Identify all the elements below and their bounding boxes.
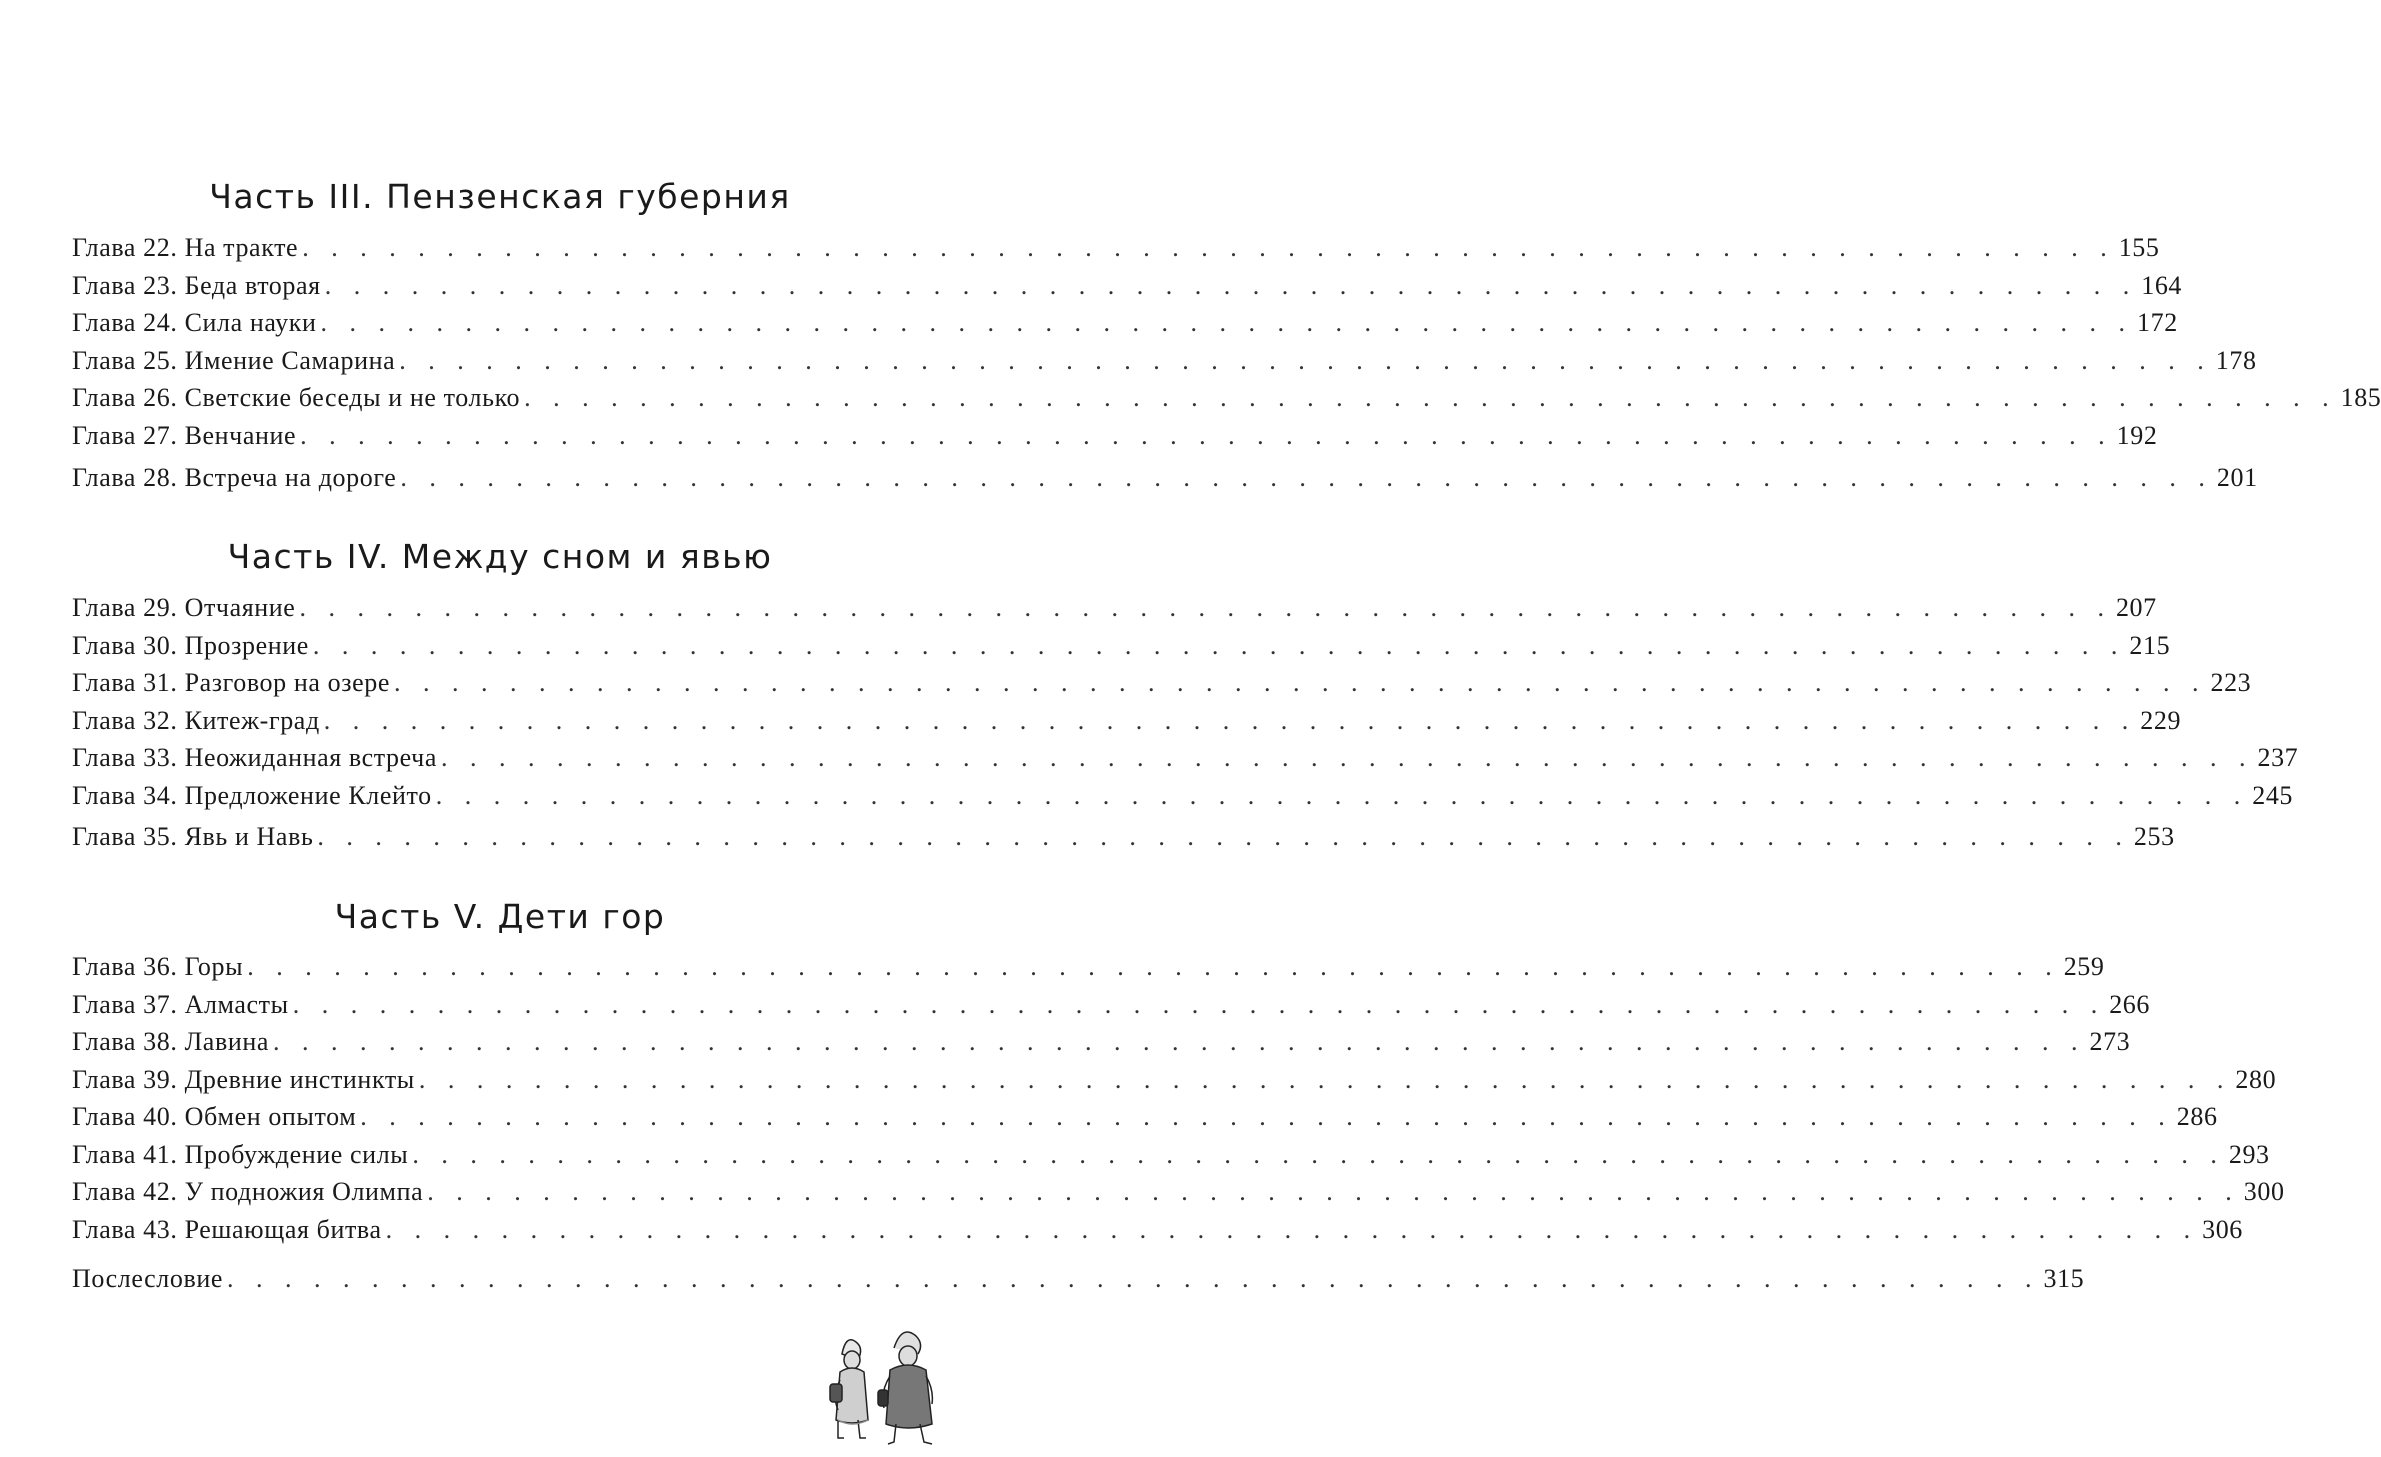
page-number: 201 [2216, 463, 2258, 492]
toc-row[interactable] [72, 986, 2151, 1024]
page-number: 293 [2228, 1140, 2270, 1169]
part-title-3: Часть III. Пензенская губерния [209, 177, 791, 216]
dot-leader: . . . . . . . . . . . . . . . . . . . . . . . . . . . . . . . . . . . . . . . . . . . . . . . . . . . . . . . . . . . . . . . [400, 463, 2213, 492]
chapter-title: Глава 31. Разговор на озере [72, 668, 390, 697]
page-number: 215 [2129, 631, 2171, 660]
dot-leader: . . . . . . . . . . . . . . . . . . . . . . . . . . . . . . . . . . . . . . . . . . . . . . . . . . . . . . . . . . . . . . . [320, 308, 2134, 337]
dot-leader: . . . . . . . . . . . . . . . . . . . . . . . . . . . . . . . . . . . . . . . . . . . . . . . . . . . . . . . . . . . . . . . [300, 421, 2113, 450]
page-number: 155 [2118, 233, 2160, 262]
page-number: 253 [2133, 822, 2175, 851]
page-number: 300 [2243, 1177, 2285, 1206]
toc-row[interactable] [72, 627, 2171, 665]
dot-leader: . . . . . . . . . . . . . . . . . . . . . . . . . . . . . . . . . . . . . . . . . . . . . . . . . . . . . . . . . . . . . . . [323, 706, 2137, 735]
toc-row[interactable] [72, 1173, 2285, 1211]
toc-row[interactable] [72, 304, 2178, 342]
dot-leader: . . . . . . . . . . . . . . . . . . . . . . . . . . . . . . . . . . . . . . . . . . . . . . . . . . . . . . . . . . . . . . . [247, 952, 2060, 981]
dot-leader: . . . . . . . . . . . . . . . . . . . . . . . . . . . . . . . . . . . . . . . . . . . . . . . . . . . . . . . . . . . . . . . [427, 1177, 2240, 1206]
chapter-title: Глава 27. Венчание [72, 421, 297, 450]
page-number: 172 [2137, 308, 2178, 337]
dot-leader: . . . . . . . . . . . . . . . . . . . . . . . . . . . . . . . . . . . . . . . . . . . . . . . . . . . . . . . . . . . . . . . [435, 781, 2249, 810]
toc-row[interactable] [72, 1061, 2277, 1099]
page-number: 207 [2115, 593, 2157, 622]
toc-row[interactable] [72, 702, 2182, 740]
toc-row[interactable] [72, 342, 2257, 380]
chapter-title: Глава 38. Лавина [72, 1027, 269, 1056]
page-number: 178 [2215, 346, 2257, 375]
chapter-title: Глава 40. Обмен опытом [72, 1102, 357, 1131]
page-number: 164 [2141, 271, 2183, 300]
chapter-title: Глава 24. Сила науки [72, 308, 317, 337]
chapter-title: Глава 37. Алмасты [72, 990, 289, 1019]
dot-leader: . . . . . . . . . . . . . . . . . . . . . . . . . . . . . . . . . . . . . . . . . . . . . . . . . . . . . . . . . . . . . . . [312, 631, 2126, 660]
page-number: 223 [2210, 668, 2252, 697]
toc-row[interactable] [72, 739, 2299, 777]
dot-leader: . . . . . . . . . . . . . . . . . . . . . . . . . . . . . . . . . . . . . . . . . . . . . . . . . . . . . . . . . . . . . . . [292, 990, 2106, 1019]
toc-row[interactable] [72, 1136, 2270, 1174]
afterword-title: Послесловие [72, 1264, 223, 1293]
chapter-title: Глава 22. На тракте [72, 233, 299, 262]
chapter-title: Глава 25. Имение Самарина [72, 346, 396, 375]
page-number: 273 [2089, 1027, 2131, 1056]
dot-leader: . . . . . . . . . . . . . . . . . . . . . . . . . . . . . . . . . . . . . . . . . . . . . . . . . . . . . . . . . . . . . . . [385, 1215, 2199, 1244]
dot-leader: . . . . . . . . . . . . . . . . . . . . . . . . . . . . . . . . . . . . . . . . . . . . . . . . . . . . . . . . . . . . . . . [393, 668, 2207, 697]
page-number: 185 [2340, 383, 2381, 412]
chapter-title: Глава 43. Решающая битва [72, 1215, 382, 1244]
chapter-title: Глава 29. Отчаяние [72, 593, 296, 622]
dot-leader: . . . . . . . . . . . . . . . . . . . . . . . . . . . . . . . . . . . . . . . . . . . . . . . . . . . . . . . . . . . . . . . [440, 743, 2254, 772]
chapter-title: Глава 35. Явь и Навь [72, 822, 314, 851]
dot-leader: . . . . . . . . . . . . . . . . . . . . . . . . . . . . . . . . . . . . . . . . . . . . . . . . . . . . . . . . . . . . . . . [299, 593, 2112, 622]
dot-leader: . . . . . . . . . . . . . . . . . . . . . . . . . . . . . . . . . . . . . . . . . . . . . . . . . . . . . . . . . . . . . . . [324, 271, 2138, 300]
dot-leader: . . . . . . . . . . . . . . . . . . . . . . . . . . . . . . . . . . . . . . . . . . . . . . . . . . . . . . . . . . . . . . . [272, 1027, 2086, 1056]
dot-leader: . . . . . . . . . . . . . . . . . . . . . . . . . . . . . . . . . . . . . . . . . . . . . . . . . . . . . . . . . . . . . . . [399, 346, 2212, 375]
dot-leader: . . . . . . . . . . . . . . . . . . . . . . . . . . . . . . . . . . . . . . . . . . . . . . . . . . . . . . . . . . . . . . . [412, 1140, 2225, 1169]
dot-leader: . . . . . . . . . . . . . . . . . . . . . . . . . . . . . . . . . . . . . . . . . . . . . . . . . . . . . . . . . . . . . . . [524, 383, 2337, 412]
children-illustration [828, 1320, 938, 1450]
page-number: 315 [2043, 1264, 2085, 1293]
page-number: 266 [2109, 990, 2151, 1019]
chapter-title: Глава 36. Горы [72, 952, 244, 981]
chapter-title: Глава 34. Предложение Клейто [72, 781, 432, 810]
toc-row[interactable] [72, 777, 2294, 815]
page-number: 237 [2257, 743, 2299, 772]
dot-leader: . . . . . . . . . . . . . . . . . . . . . . . . . . . . . . . . . . . . . . . . . . . . . . . . . . . . . . . . . . . . . . . [360, 1102, 2173, 1131]
toc-row[interactable] [72, 1211, 2243, 1249]
toc-row[interactable] [72, 818, 2175, 856]
toc-row[interactable] [72, 267, 2183, 305]
chapter-title: Глава 32. Китеж-град [72, 706, 320, 735]
chapter-title: Глава 33. Неожиданная встреча [72, 743, 437, 772]
toc-row[interactable] [72, 1023, 2131, 1061]
toc-row[interactable] [72, 948, 2105, 986]
page-number: 280 [2235, 1065, 2277, 1094]
page-number: 286 [2176, 1102, 2218, 1131]
chapter-title: Глава 28. Встреча на дороге [72, 463, 397, 492]
chapter-title: Глава 26. Светские беседы и не только [72, 383, 521, 412]
chapter-title: Глава 23. Беда вторая [72, 271, 321, 300]
page-number: 245 [2252, 781, 2294, 810]
toc-row[interactable] [72, 379, 2381, 417]
part-title-5: Часть V. Дети гор [334, 897, 666, 936]
chapter-title: Глава 30. Прозрение [72, 631, 309, 660]
part-title-4: Часть IV. Между сном и явью [227, 537, 773, 576]
chapter-title: Глава 42. У подножия Олимпа [72, 1177, 424, 1206]
figure-right [878, 1332, 932, 1444]
chapter-title: Глава 39. Древние инстинкты [72, 1065, 415, 1094]
page-number: 306 [2202, 1215, 2243, 1244]
figure-left [830, 1340, 868, 1438]
toc-row[interactable] [72, 459, 2258, 497]
afterword-row[interactable] [72, 1260, 2085, 1298]
dot-leader: . . . . . . . . . . . . . . . . . . . . . . . . . . . . . . . . . . . . . . . . . . . . . . . . . . . . . . . . . . . . . . . [317, 822, 2130, 851]
toc-row[interactable] [72, 229, 2160, 267]
page-number: 229 [2140, 706, 2182, 735]
dot-leader: . . . . . . . . . . . . . . . . . . . . . . . . . . . . . . . . . . . . . . . . . . . . . . . . . . . . . . . . . . . . . . . [418, 1065, 2232, 1094]
toc-row[interactable] [72, 589, 2157, 627]
page-number: 192 [2116, 421, 2158, 450]
toc-row[interactable] [72, 1098, 2218, 1136]
toc-row[interactable] [72, 664, 2252, 702]
dot-leader: . . . . . . . . . . . . . . . . . . . . . . . . . . . . . . . . . . . . . . . . . . . . . . . . . . . . . . . . . . . . . . . [302, 233, 2115, 262]
dot-leader: . . . . . . . . . . . . . . . . . . . . . . . . . . . . . . . . . . . . . . . . . . . . . . . . . . . . . . . . . . . . . . . [226, 1264, 2040, 1293]
page-number: 259 [2063, 952, 2105, 981]
toc-row[interactable] [72, 417, 2158, 455]
chapter-title: Глава 41. Пробуждение силы [72, 1140, 409, 1169]
